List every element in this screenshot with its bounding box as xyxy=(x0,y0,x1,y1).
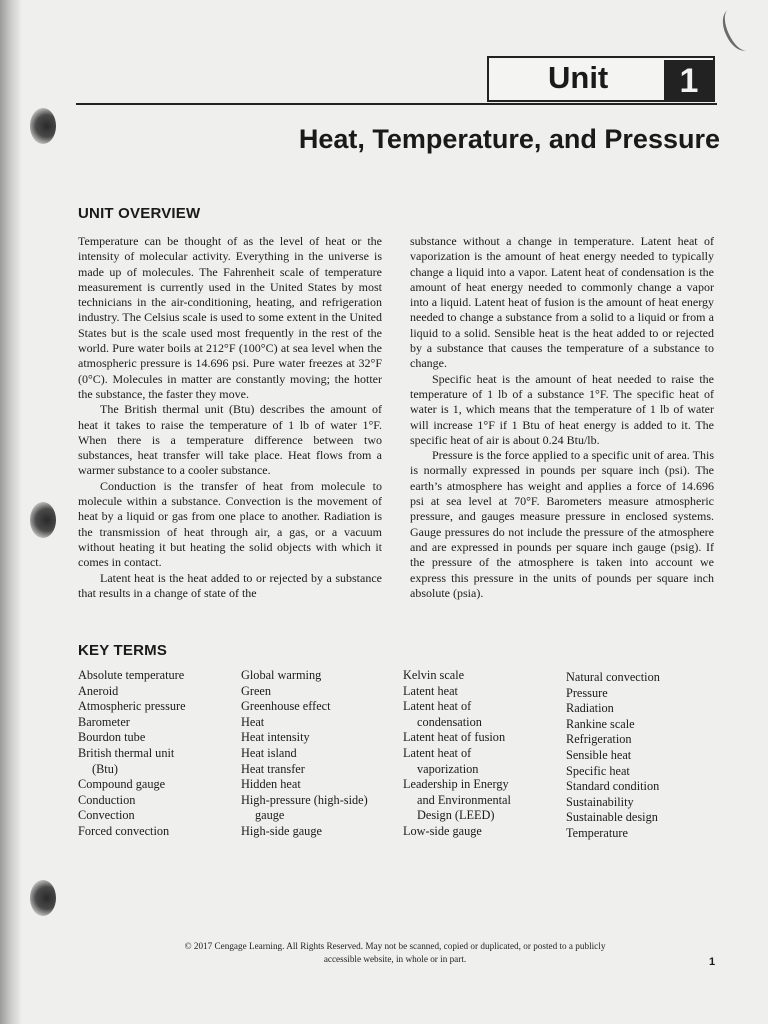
overview-paragraph: Temperature can be thought of as the level of heat or the intensity of molecular activity. Everything in the universe is made up of molecules. The Fahrenheit scale of temperature measurement is currently used in the United States by most technicians in the air-conditioning, heating, and refrigeration industry. The Celsius scale is used to some extent in the United States but is the scale used most frequently in the rest of the world. Pure water boils at 212°F (100°C) at sea level when the atmospheric pressure is 14.696 psi. Pure water freezes at 32°F (0°C). Molecules in matter are constantly moving; the hotter the substance, the faster they move. xyxy=(78,234,382,401)
key-term: Global warming xyxy=(241,668,322,682)
key-terms-heading: KEY TERMS xyxy=(78,642,168,659)
key-terms-column-1 xyxy=(78,668,238,840)
key-term: Compound gauge xyxy=(78,777,166,792)
key-term: Pressure xyxy=(566,685,608,700)
overview-right-column xyxy=(410,234,714,601)
key-term: Rankine scale xyxy=(566,716,635,731)
header-rule xyxy=(76,103,717,105)
overview-paragraph: The British thermal unit (Btu) describes the amount of heat it takes to raise the temperature of 1 lb of water 1°F. When there is a temperature difference between two substances, heat transfer will take place. Heat flows from a warmer substance to a cooler substance. xyxy=(78,402,382,478)
key-term: Aneroid xyxy=(78,683,119,698)
key-term: Latent heat of xyxy=(403,699,472,714)
binder-hole-top xyxy=(30,108,56,144)
overview-left-column xyxy=(78,234,382,601)
binder-hole-bottom xyxy=(30,880,56,916)
key-term: Sustainability xyxy=(566,794,634,809)
page-curl-mark xyxy=(717,5,758,55)
key-term: Radiation xyxy=(566,701,614,716)
key-term: Heat transfer xyxy=(241,761,305,776)
key-term: High-side gauge xyxy=(241,823,322,838)
key-term: Low-side gauge xyxy=(403,823,482,838)
key-term: British thermal unit xyxy=(78,745,175,760)
key-term-continuation: condensation xyxy=(417,714,482,729)
key-term: Specific heat xyxy=(566,763,630,778)
overview-paragraph: substance without a change in temperature. Latent heat of vaporization is the amount of heat energy needed to typically change a liquid into a vapor. Latent heat of condensation is the amount of heat energy needed to commonly change a vapor into a liquid. Latent heat of fusion is the amount of heat energy needed to change a substance from a solid to a liquid or from a liquid to a solid. Sensible heat is the heat added to or rejected by a substance that causes the temperature of a substance to change. xyxy=(410,234,714,371)
key-term: Sustainable design xyxy=(566,810,658,825)
key-term-continuation: Design (LEED) xyxy=(417,808,495,823)
key-term: Greenhouse effect xyxy=(241,699,331,714)
key-term: Latent heat of fusion xyxy=(403,730,506,745)
overview-heading: UNIT OVERVIEW xyxy=(78,205,201,222)
key-term: Kelvin scale xyxy=(403,668,465,682)
page-left-shadow xyxy=(0,0,22,1024)
key-term-continuation: gauge xyxy=(255,808,285,823)
key-term: Latent heat of xyxy=(403,745,472,760)
key-term: Standard condition xyxy=(566,779,660,794)
key-term: Bourdon tube xyxy=(78,730,146,745)
key-term-continuation: and Environmental xyxy=(417,792,511,807)
key-term: Latent heat xyxy=(403,683,458,698)
key-term: Leadership in Energy xyxy=(403,777,509,792)
unit-label: Unit xyxy=(548,60,609,95)
key-terms-column-3 xyxy=(403,668,563,840)
page-number: 1 xyxy=(709,956,716,968)
key-term: Refrigeration xyxy=(566,732,632,747)
key-term: Heat xyxy=(241,714,265,729)
key-term: Barometer xyxy=(78,714,130,729)
key-term-continuation: vaporization xyxy=(417,761,479,776)
copyright-footer xyxy=(140,940,650,965)
key-term: Green xyxy=(241,683,272,698)
key-term: Atmospheric pressure xyxy=(78,699,186,714)
page-title: Heat, Temperature, and Pressure xyxy=(298,124,720,154)
overview-paragraph: Specific heat is the amount of heat needed to raise the temperature of 1 lb of a substance 1°F. The specific heat of water is 1, which means that the temperature of 1 lb of water will increase 1°F if 1 Btu of heat energy is added to it. The specific heat of air is about 0.24 Btu/lb. xyxy=(410,371,714,447)
key-term: Convection xyxy=(78,808,135,823)
key-term: Heat intensity xyxy=(241,730,310,745)
key-term: Conduction xyxy=(78,792,136,807)
overview-paragraph: Latent heat is the heat added to or rejected by a substance that results in a change of state of the xyxy=(78,570,382,600)
copyright-line-1: © 2017 Cengage Learning. All Rights Reserved. May not be scanned, copied or duplicated, or posted to a publicly xyxy=(184,941,606,951)
overview-paragraph: Pressure is the force applied to a specific unit of area. This is normally expressed in pounds per square inch (psi). The earth’s atmosphere has weight and applies a force of 14.696 psi at sea level at 70°F. Barometers measure atmospheric pressure, and gauges measure pressure in enclosed systems. Gauge pressures do not include the pressure of the atmosphere and are expressed in pounds per square inch gauge (psig). If the pressure of the atmosphere is taken into account we express this pressure in the units of pounds per square inch absolute (psia). xyxy=(410,448,714,600)
key-term: Forced convection xyxy=(78,823,170,838)
key-term: Sensible heat xyxy=(566,747,632,762)
key-term: Natural convection xyxy=(566,670,660,684)
key-terms-column-4 xyxy=(566,670,726,842)
binder-hole-middle xyxy=(30,502,56,538)
copyright-line-2: accessible website, in whole or in part. xyxy=(323,953,467,964)
key-term-continuation: (Btu) xyxy=(92,761,118,776)
key-term: Absolute temperature xyxy=(78,668,185,682)
key-term: Heat island xyxy=(241,745,297,760)
key-term: Hidden heat xyxy=(241,777,301,792)
unit-number-badge: 1 xyxy=(664,60,714,102)
key-terms-column-2 xyxy=(241,668,401,840)
key-term: High-pressure (high-side) xyxy=(241,792,368,807)
key-term: Temperature xyxy=(566,825,628,840)
overview-paragraph: Conduction is the transfer of heat from molecule to molecule within a substance. Convection is the movement of heat by a liquid or gas from one place to another. Radiation is the transmission of heat through air, a gas, or a vacuum without heating it but heating the solid objects with which it comes in contact. xyxy=(78,478,382,570)
